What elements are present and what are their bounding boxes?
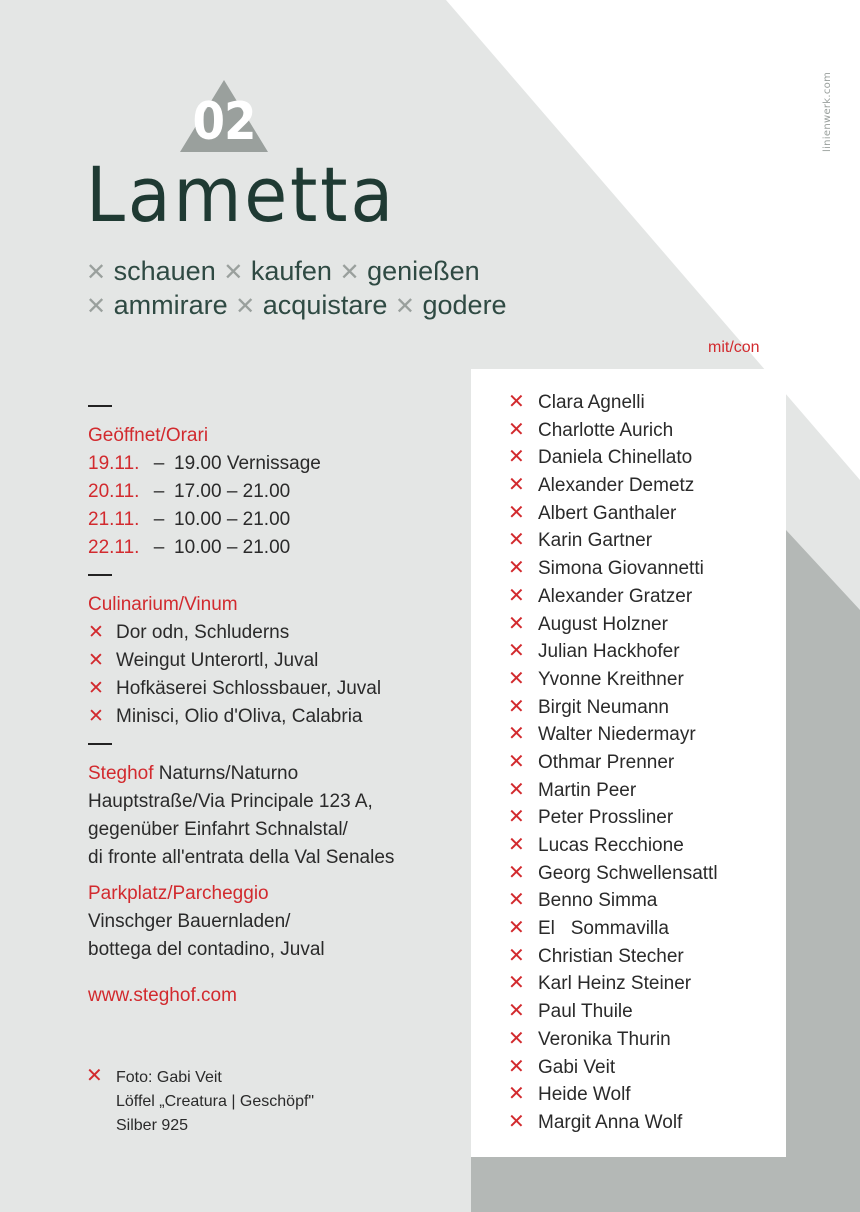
opening-row [88, 478, 458, 506]
opening-heading: Geöffnet/Orari [88, 425, 209, 446]
artist-item [508, 1081, 718, 1109]
artist-item [508, 389, 718, 417]
website-link[interactable]: www.steghof.com [88, 985, 237, 1006]
artist-name: Julian Hackhofer [538, 641, 680, 663]
x-mark-icon: ✕ [508, 889, 525, 912]
dash-separator: – [153, 453, 165, 474]
artist-name: Paul Thuile [538, 1001, 633, 1023]
artist-name: Clara Agnelli [538, 392, 645, 413]
x-mark-icon: ✕ [508, 972, 525, 995]
x-mark-icon: ✕ [339, 259, 360, 286]
divider [88, 405, 112, 407]
artist-name: Charlotte Aurich [538, 419, 674, 441]
artist-item [508, 583, 718, 611]
x-mark-icon: ✕ [86, 293, 107, 320]
parking-heading: Parkplatz/Parcheggio [88, 883, 269, 904]
x-mark-icon: ✕ [508, 612, 525, 635]
artist-name: Peter Prossliner [538, 807, 674, 829]
x-mark-icon: ✕ [223, 259, 244, 286]
tagline-word: godere [422, 290, 507, 320]
tagline-word: kaufen [250, 256, 332, 286]
address-block [88, 760, 458, 872]
x-mark-icon: ✕ [508, 418, 525, 441]
artist-name: Daniela Chinellato [538, 447, 693, 469]
x-mark-icon: ✕ [508, 695, 525, 718]
culinarium-item: Minisci, Olio d'Oliva, Calabria [116, 706, 363, 727]
artist-item [508, 887, 718, 915]
artist-item [508, 694, 718, 722]
artist-name: Georg Schwellensattl [538, 862, 718, 884]
list-item [88, 619, 458, 647]
x-mark-icon: ✕ [508, 806, 525, 829]
artist-item [508, 915, 718, 943]
x-mark-icon: ✕ [508, 1110, 525, 1133]
tagline-german [86, 254, 480, 290]
x-mark-icon: ✕ [508, 861, 525, 884]
artist-name: August Holzner [538, 613, 668, 635]
x-mark-icon: ✕ [88, 650, 104, 671]
venue-place: Naturns/Naturno [158, 763, 299, 784]
artist-item [508, 555, 718, 583]
artist-name: Othmar Prenner [538, 751, 675, 773]
opening-time: 10.00 – 21.00 [174, 509, 291, 530]
opening-row [88, 450, 458, 478]
artists-list [508, 389, 718, 1137]
tagline-word: schauen [113, 256, 216, 286]
opening-date: 22.11. [88, 537, 140, 558]
artist-item [508, 638, 718, 666]
artist-name: Margit Anna Wolf [538, 1111, 683, 1133]
artist-name: Veronika Thurin [538, 1028, 671, 1050]
x-mark-icon: ✕ [508, 1055, 525, 1078]
artist-name: Alexander Gratzer [538, 585, 693, 607]
dash-separator: – [153, 481, 165, 502]
opening-time: 19.00 Vernissage [174, 453, 321, 474]
address-line: gegenüber Einfahrt Schnalstal/ [88, 819, 348, 840]
list-item [88, 675, 458, 703]
x-mark-icon: ✕ [508, 834, 525, 856]
photo-credit [86, 1064, 314, 1138]
x-mark-icon: ✕ [508, 667, 525, 690]
divider [88, 574, 112, 576]
event-info [88, 393, 458, 1010]
artist-item [508, 611, 718, 639]
artist-item [508, 804, 718, 832]
culinarium-item: Hofkäserei Schlossbauer, Juval [116, 678, 382, 699]
artist-item [508, 777, 718, 805]
x-mark-icon: ✕ [508, 391, 525, 413]
x-mark-icon: ✕ [394, 293, 415, 320]
artist-item [508, 500, 718, 528]
artist-name: Alexander Demetz [538, 475, 695, 497]
x-mark-icon: ✕ [86, 259, 107, 286]
x-mark-icon: ✕ [508, 1083, 525, 1106]
venue-name: Steghof [88, 763, 154, 784]
x-mark-icon: ✕ [508, 584, 525, 607]
parking-line: Vinschger Bauernladen/ [88, 911, 291, 932]
culinarium-item: Weingut Unterortl, Juval [116, 650, 319, 671]
tagline-word: genießen [367, 256, 480, 286]
dash-separator: – [153, 509, 165, 530]
x-mark-icon: ✕ [508, 446, 525, 469]
photo-line: Löffel „Creatura | Geschöpf" [116, 1093, 315, 1110]
opening-time: 10.00 – 21.00 [174, 537, 291, 558]
opening-time: 17.00 – 21.00 [174, 481, 291, 502]
artist-item [508, 527, 718, 555]
x-mark-icon: ✕ [88, 622, 104, 643]
x-mark-icon: ✕ [508, 750, 525, 773]
edition-number: 02 [192, 92, 256, 152]
photo-line: Foto: Gabi Veit [116, 1069, 222, 1086]
artist-item [508, 472, 718, 500]
artist-name: Simona Giovannetti [538, 558, 704, 580]
x-mark-icon: ✕ [88, 706, 104, 727]
artist-item [508, 970, 718, 998]
artist-name: Birgit Neumann [538, 696, 669, 718]
artist-name: Gabi Veit [538, 1056, 616, 1078]
artist-item [508, 417, 718, 445]
opening-row [88, 534, 458, 562]
artist-item [508, 998, 718, 1026]
culinarium-item: Dor odn, Schluderns [116, 622, 290, 643]
photo-line: Silber 925 [116, 1117, 189, 1134]
opening-date: 19.11. [88, 453, 140, 474]
x-mark-icon: ✕ [235, 293, 256, 320]
address-line [88, 760, 458, 788]
artist-item [508, 1054, 718, 1082]
artist-item [508, 721, 718, 749]
parking-block [88, 880, 458, 964]
artist-name: Karin Gartner [538, 530, 653, 552]
tagline-word: ammirare [113, 290, 228, 320]
dash-separator: – [153, 537, 165, 558]
x-mark-icon: ✕ [508, 1027, 525, 1050]
address-line: Hauptstraße/Via Principale 123 A, [88, 791, 373, 812]
artist-name: Heide Wolf [538, 1084, 631, 1106]
artist-name: Albert Ganthaler [538, 502, 677, 524]
artist-item [508, 860, 718, 888]
x-mark-icon: ✕ [508, 944, 525, 967]
divider [88, 743, 112, 745]
artist-name: Yvonne Kreithner [538, 668, 684, 690]
opening-row [88, 506, 458, 534]
artist-name: Martin Peer [538, 779, 637, 801]
list-item [88, 647, 458, 675]
x-mark-icon: ✕ [508, 723, 525, 746]
artist-name: Christian Stecher [538, 945, 684, 967]
artist-item [508, 1109, 718, 1137]
page-title: Lametta [86, 150, 396, 239]
artist-name: Lucas Recchione [538, 835, 684, 856]
culinarium-heading: Culinarium/Vinum [88, 594, 238, 615]
with-label: mit/con [708, 339, 760, 356]
list-item [88, 703, 458, 731]
edition-badge [176, 78, 272, 158]
opening-date: 20.11. [88, 481, 140, 502]
artist-item [508, 749, 718, 777]
x-mark-icon: ✕ [86, 1065, 103, 1087]
x-mark-icon: ✕ [508, 917, 525, 940]
x-mark-icon: ✕ [508, 529, 525, 552]
artist-item [508, 666, 718, 694]
artist-item [508, 832, 718, 860]
x-mark-icon: ✕ [88, 678, 104, 699]
artist-item [508, 1026, 718, 1054]
x-mark-icon: ✕ [508, 557, 525, 580]
opening-date: 21.11. [88, 509, 140, 530]
x-mark-icon: ✕ [508, 1000, 525, 1023]
artist-name: Karl Heinz Steiner [538, 973, 692, 995]
parking-line: bottega del contadino, Juval [88, 939, 325, 960]
tagline-word: acquistare [262, 290, 388, 320]
artist-name: Benno Simma [538, 890, 658, 912]
designer-credit: linienwerk.com [822, 71, 833, 152]
artist-item [508, 943, 718, 971]
x-mark-icon: ✕ [508, 501, 525, 524]
x-mark-icon: ✕ [508, 474, 525, 497]
artist-name: El Sommavilla [538, 918, 669, 940]
address-line: di fronte all'entrata della Val Senales [88, 847, 395, 868]
x-mark-icon: ✕ [508, 640, 525, 663]
x-mark-icon: ✕ [508, 778, 525, 801]
tagline-italian [86, 288, 507, 324]
artist-name: Walter Niedermayr [538, 724, 696, 746]
artist-item [508, 444, 718, 472]
